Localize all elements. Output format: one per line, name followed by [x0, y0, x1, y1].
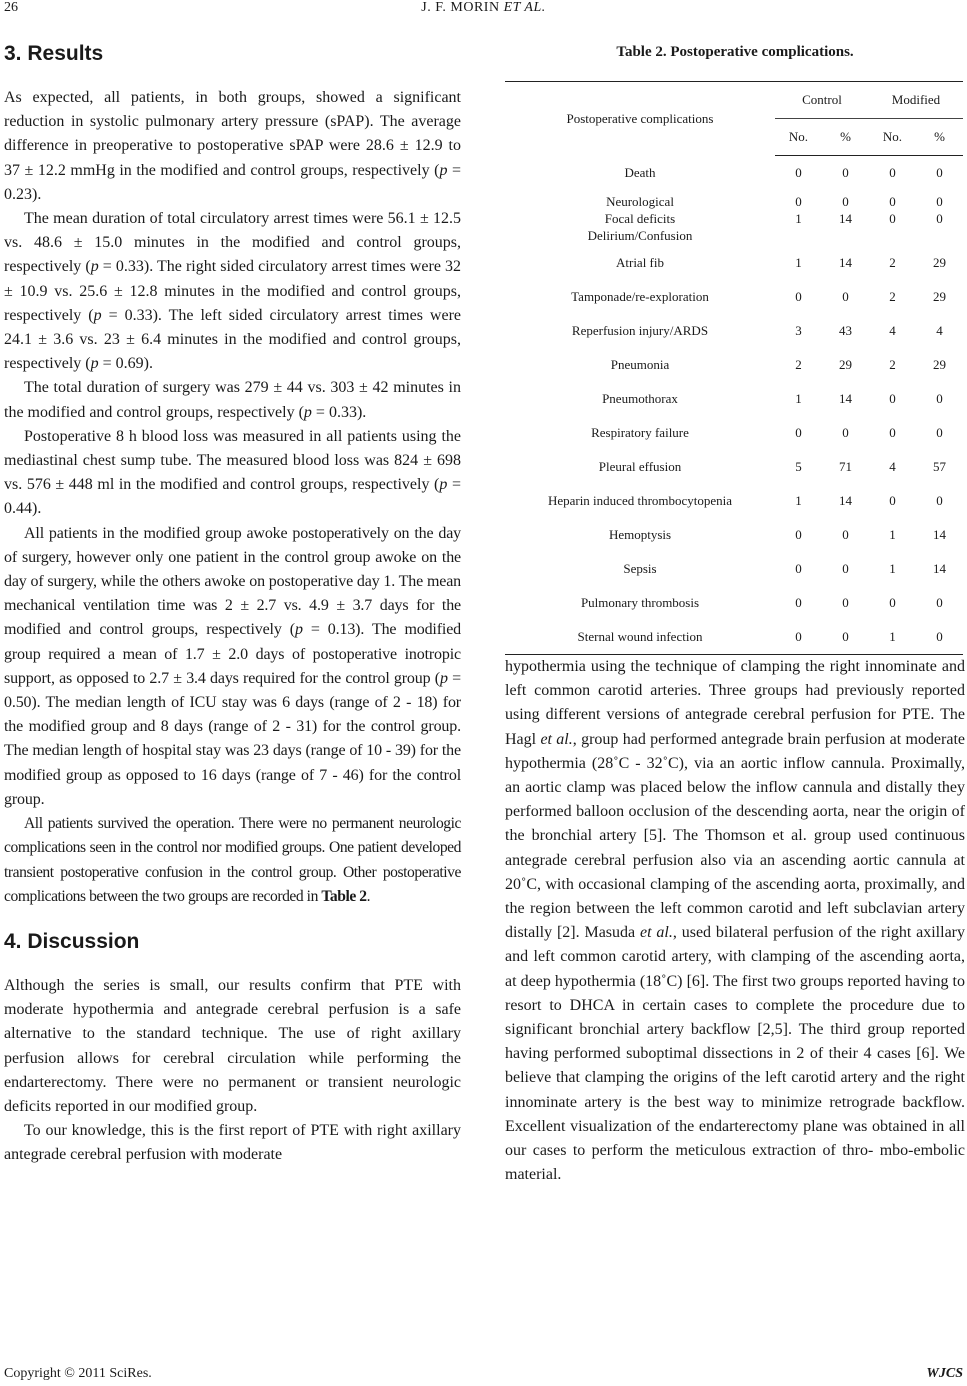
page-number: 26 [4, 0, 18, 15]
table-row [505, 382, 963, 416]
results-paragraph-6-end: . [366, 887, 371, 905]
modified-pct: 0 [936, 595, 943, 610]
running-head [0, 0, 967, 16]
control-no: 0 [795, 561, 802, 576]
page-header [0, 0, 967, 24]
control-no: 0 [795, 289, 802, 304]
discussion-paragraph-2: To our knowledge, this is the first report of PTE with right axillary antegrade cerebral perfusion with moderate [4, 1122, 461, 1164]
neuro-blank [916, 227, 963, 244]
control-no: 0 [795, 595, 802, 610]
complication-name: Pleural effusion [598, 459, 682, 474]
neuro-blank [775, 227, 822, 244]
control-no: 0 [795, 527, 802, 542]
right-column-paragraph [505, 655, 965, 1187]
control-no: 1 [795, 391, 802, 406]
neuro-control-pct: 0 [842, 193, 849, 209]
control-pct: 0 [842, 595, 849, 610]
neuro-control-no: 0 [795, 193, 802, 209]
results-paragraph-1: As expected, all patients, in both groups, showed a significant reduction in systolic pulmonary artery pressure (sPAP). The average difference in preoperative to postoperative sPAP were 28.6 ± 12.9 to 37 ± 12.2 mmHg in the modified and control groups, respectively (p = 0.23). [4, 89, 461, 203]
modified-no-header: No. [869, 119, 916, 156]
modified-pct: 0 [916, 620, 963, 655]
modified-no: 0 [889, 493, 896, 508]
table-row [505, 280, 963, 314]
modified-pct: 4 [936, 323, 943, 338]
modified-no: 0 [889, 425, 896, 440]
table-row [505, 314, 963, 348]
control-pct: 0 [842, 527, 849, 542]
neuro-name: Neurological [606, 193, 674, 209]
complication-name: Pneumonia [610, 357, 670, 372]
left-column [4, 40, 461, 1168]
modified-no [869, 190, 916, 246]
control-pct: 14 [839, 255, 852, 270]
table-row [505, 416, 963, 450]
control-no: 2 [795, 357, 802, 372]
control-no [775, 190, 822, 246]
table-row [505, 586, 963, 620]
complication-name: Respiratory failure [591, 425, 689, 440]
discussion-heading: 4. Discussion [4, 929, 140, 953]
modified-no: 0 [889, 595, 896, 610]
table-2-reference: Table 2 [321, 887, 367, 905]
control-no: 1 [795, 255, 802, 270]
modified-pct: 0 [936, 391, 943, 406]
table-row [505, 620, 963, 655]
control-pct: 71 [839, 459, 852, 474]
modified-pct: 14 [933, 561, 946, 576]
results-paragraph-2: The mean duration of total circulatory arrest times were 56.1 ± 12.5 vs. 48.6 ± 15.0 minutes in the modified and control groups, respectively (p = 0.33). The right sided circulatory arrest times were 32 ± 10.9 vs. 25.6 ± 12.8 minutes in the modified and control groups, respectively (p = 0.33). The left sided circulatory arrest times were 24.1 ± 3.6 vs. 23 ± 6.4 minutes in the modified and control groups, respectively (p = 0.69). [4, 210, 462, 373]
paragraph-text: , group had performed antegrade brain perfusion at moderate hypothermia (28˚C - 32˚C), via an aortic inflow cannula. Proximally, an aortic clamp was placed below the inflow cannula and distally they performed balloon occlusion of the descending aorta, near the origin of the bronchial artery [5]. The Thomson et al. group used continuous antegrade cerebral perfusion also via an ascending aortic cannula at 20˚C, with occasional clamping of the ascending aorta, proximally, and the region between the left common carotid and left subclavian artery distally [2]. Masuda [505, 730, 965, 942]
running-head-authors: J. F. MORIN [421, 0, 500, 15]
modified-group-header: Modified [869, 82, 963, 119]
results-paragraph-6-text: All patients survived the operation. There were no permanent neurologic complications seen in the control nor modified groups. One patient developed transient postoperative confusion in the control group. Other postoperative complications between the two groups are recorded in [4, 815, 461, 905]
complications-table [505, 81, 963, 655]
right-column [505, 40, 965, 1187]
control-no: 0 [795, 165, 802, 180]
complication-name: Death [624, 164, 656, 180]
control-pct: 0 [842, 425, 849, 440]
complication-name: Pulmonary thrombosis [580, 595, 700, 610]
control-pct [822, 190, 869, 246]
footer-journal: WJCS [926, 1366, 963, 1381]
neuro-name: Delirium/Confusion [587, 227, 693, 243]
neuro-blank [869, 227, 916, 244]
control-pct: 29 [839, 357, 852, 372]
results-paragraph-5: All patients in the modified group awoke postoperatively on the day of surgery, however only one patient in the control group awoke on the day of surgery, while the others awoke on postoperative day 1. The mean mechanical ventilation time was 2 ± 2.7 vs. 4.9 ± 3.7 days for the modified and control groups, respectively (p = 0.13). The modified group required a mean of 1.7 ± 2.0 days of postoperative inotropic support, as opposed to 2.7 ± 3.4 days required for the control group (p = 0.50). The median length of ICU stay was 6 days (range of 2 - 18) for the modified group and 8 days (range of 2 - 31) for the control group. The median length of hospital stay was 23 days (range of 10 - 39) for the modified group as opposed to 16 days (range of 7 - 46) for the control group. [4, 524, 462, 808]
footer-copyright: Copyright © 2011 SciRes. [4, 1366, 152, 1381]
modified-pct: 0 [936, 165, 943, 180]
control-pct: 0 [842, 165, 849, 180]
complication-name: Sepsis [623, 561, 657, 576]
modified-no: 1 [889, 561, 896, 576]
table-row [505, 348, 963, 382]
results-heading: 3. Results [4, 42, 104, 65]
control-no: 5 [795, 459, 802, 474]
paragraph-text: hypothermia using the technique of clamping the right innominate and left common carotid arteries. Three groups had previously reported using different versions of antegrade cerebral perfusion for PTE. The Hagl [505, 658, 965, 748]
control-no: 0 [795, 425, 802, 440]
table-row-neurological [505, 190, 963, 246]
control-pct: 43 [839, 323, 852, 338]
row-header: Postoperative complications [566, 110, 714, 126]
results-paragraph-6 [4, 812, 461, 909]
control-no: 0 [775, 620, 822, 655]
modified-no: 2 [889, 357, 896, 372]
modified-no: 1 [869, 620, 916, 655]
modified-pct: 0 [936, 493, 943, 508]
table-row [505, 552, 963, 586]
control-pct: 0 [842, 561, 849, 576]
running-head-etal: ET AL. [503, 0, 546, 15]
complication-name [505, 190, 775, 246]
results-paragraph-3: The total duration of surgery was 279 ± 44 vs. 303 ± 42 minutes in the modified and control groups, respectively (p = 0.33). [4, 379, 461, 421]
modified-no: 2 [889, 289, 896, 304]
table-row [505, 450, 963, 484]
modified-pct: 29 [933, 289, 946, 304]
modified-no: 0 [889, 165, 896, 180]
modified-pct [916, 190, 963, 246]
modified-no: 0 [889, 391, 896, 406]
control-no-header: No. [775, 119, 822, 156]
modified-pct: 29 [933, 255, 946, 270]
modified-no: 4 [889, 459, 896, 474]
neuro-modified-pct: 0 [936, 210, 943, 226]
table-row [505, 484, 963, 518]
modified-pct: 29 [933, 357, 946, 372]
complication-name: Pneumothorax [602, 391, 678, 406]
table-caption: Table 2. Postoperative complications. [616, 44, 854, 60]
modified-no: 1 [889, 527, 896, 542]
table-row [505, 246, 963, 280]
complication-name: Heparin induced thrombocytopenia [547, 493, 733, 508]
modified-no: 4 [889, 323, 896, 338]
control-pct: 0 [822, 620, 869, 655]
control-no: 3 [795, 323, 802, 338]
neuro-modified-no: 0 [889, 210, 896, 226]
neuro-control-pct: 14 [839, 210, 852, 226]
et-al-italic: et al. [640, 924, 673, 942]
discussion-paragraph-1: Although the series is small, our results confirm that PTE with moderate hypothermia and antegrade cerebral perfusion is a safe alternative to the standard technique. The use of right axillary perfusion allows for cerebral circulation while performing the endarterectomy. There were no permanent or transient neurologic deficits reported in our modified group. [4, 976, 461, 1115]
modified-pct: 0 [936, 425, 943, 440]
control-pct: 14 [839, 493, 852, 508]
control-no: 1 [795, 493, 802, 508]
results-paragraph-4: Postoperative 8 h blood loss was measured in all patients using the mediastinal chest sump tube. The measured blood loss was 824 ± 698 vs. 576 ± 448 ml in the modified and control groups, respectively (p = 0.44). [4, 427, 461, 518]
neuro-name: Focal deficits [604, 210, 676, 226]
control-group-header: Control [775, 82, 869, 119]
neuro-modified-pct: 0 [936, 193, 943, 209]
et-al-italic: et al. [540, 730, 573, 748]
control-pct: 14 [839, 391, 852, 406]
table-row [505, 156, 963, 191]
complication-name: Atrial fib [615, 255, 664, 270]
neuro-control-no: 1 [795, 210, 802, 226]
complication-name: Reperfusion injury/ARDS [571, 323, 709, 338]
control-pct-header: % [822, 119, 869, 156]
control-pct: 0 [842, 289, 849, 304]
table-row [505, 518, 963, 552]
modified-pct: 57 [933, 459, 946, 474]
complication-name: Hemoptysis [608, 527, 672, 542]
neuro-modified-no: 0 [889, 193, 896, 209]
neuro-blank [822, 227, 869, 244]
modified-pct: 14 [933, 527, 946, 542]
complication-name: Tamponade/re-exploration [571, 289, 709, 304]
complication-name: Sternal wound infection [505, 620, 775, 655]
paragraph-text: , used bilateral perfusion of the right axillary and left common carotid artery, with clamping of the ascending aorta, at deep hypothermia (18˚C) [6]. The first two groups reported having to resort to DHCA in certain cases to complete the procedure due to significant bronchial artery backflow [2,5]. The third group reported having performed suboptimal dissections in 2 of their 4 cases [6]. We believe that clamping the origins of the left carotid artery and the right innominate artery is the best way to minimize retrograde backflow. Excellent visualization of the endarterectomy plane was obtained in all our cases to perform the meticulous extraction of thro- mbo-embolic material. [505, 924, 965, 1184]
modified-no: 2 [889, 255, 896, 270]
modified-pct-header: % [916, 119, 963, 156]
